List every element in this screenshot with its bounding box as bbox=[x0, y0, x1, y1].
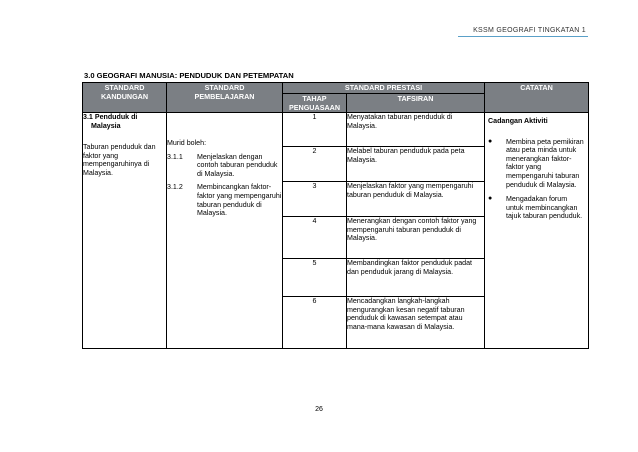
pembelajaran-item-number: 3.1.1 bbox=[167, 152, 183, 161]
header-tafsiran: TAFSIRAN bbox=[347, 94, 485, 113]
pembelajaran-item-number: 3.1.2 bbox=[167, 183, 183, 192]
tafsiran-level-5: Membandingkan faktor penduduk padat dan penduduk jarang di Malaysia. bbox=[347, 259, 485, 297]
tahap-level-6: 6 bbox=[283, 297, 347, 349]
tafsiran-level-2: Melabel taburan penduduk pada peta Malaysia. bbox=[347, 147, 485, 182]
bullet-icon: ● bbox=[488, 195, 493, 203]
section-title: 3.0 GEOGRAFI MANUSIA: PENDUDUK DAN PETEMPATAN bbox=[84, 71, 294, 80]
kandungan-title bbox=[83, 113, 166, 130]
pembelajaran-item-text: Membincangkan faktor-faktor yang mempengaruhi taburan penduduk di Malaysia. bbox=[197, 183, 282, 218]
tahap-level-4: 4 bbox=[283, 217, 347, 259]
catatan-activity-list bbox=[485, 138, 588, 221]
tahap-level-5: 5 bbox=[283, 259, 347, 297]
header-standard-kandungan-line2: KANDUNGAN bbox=[100, 92, 149, 101]
pembelajaran-item-text: Menjelaskan dengan contoh taburan penduduk di Malaysia. bbox=[197, 152, 278, 178]
activity-text: Mengadakan forum untuk membincangkan tajuk taburan penduduk. bbox=[506, 195, 583, 221]
header-standard-pembelajaran-line2: PEMBELAJARAN bbox=[194, 92, 255, 101]
tahap-level-1: 1 bbox=[283, 113, 347, 147]
tafsiran-level-1: Menyatakan taburan penduduk di Malaysia. bbox=[347, 113, 485, 147]
header-standard-prestasi: STANDARD PRESTASI bbox=[283, 83, 485, 94]
tafsiran-level-6: Mencadangkan langkah-langkah mengurangkan kesan negatif taburan penduduk di kawasan setempat atau mana-mana kawasan di Malaysia. bbox=[347, 297, 485, 349]
standard-kandungan-cell bbox=[83, 113, 167, 349]
activity-text: Membina peta pemikiran atau peta minda untuk menerangkan faktor-faktor yang mempengaruhi taburan penduduk di Malaysia. bbox=[506, 137, 584, 189]
catatan-title: Cadangan Aktiviti bbox=[488, 117, 548, 125]
header-standard-kandungan bbox=[83, 83, 167, 113]
bullet-icon: ● bbox=[488, 137, 493, 145]
header-catatan: CATATAN bbox=[485, 83, 589, 113]
header-tahap-line1: TAHAP bbox=[302, 94, 327, 103]
tafsiran-level-3: Menjelaskan faktor yang mempengaruhi taburan penduduk di Malaysia. bbox=[347, 182, 485, 217]
header-standard-pembelajaran bbox=[167, 83, 283, 113]
header-standard-pembelajaran-line1: STANDARD bbox=[204, 83, 245, 92]
header-tahap-line2: PENGUASAAN bbox=[288, 103, 341, 112]
header-standard-kandungan-line1: STANDARD bbox=[104, 83, 145, 92]
standard-pembelajaran-cell bbox=[167, 113, 283, 349]
header-tahap-penguasaan bbox=[283, 94, 347, 113]
kandungan-title-line2: Malaysia bbox=[91, 121, 121, 130]
page-number: 26 bbox=[315, 406, 323, 413]
tahap-level-2: 2 bbox=[283, 147, 347, 182]
pembelajaran-item bbox=[167, 183, 282, 217]
curriculum-table bbox=[82, 82, 589, 349]
pembelajaran-intro: Murid boleh: bbox=[167, 139, 207, 147]
activity-item bbox=[488, 138, 585, 190]
document-header-title: KSSM GEOGRAFI TINGKATAN 1 bbox=[473, 27, 586, 34]
pembelajaran-item bbox=[167, 153, 282, 179]
tahap-level-3: 3 bbox=[283, 182, 347, 217]
kandungan-title-line1: 3.1 Penduduk di bbox=[83, 113, 138, 121]
activity-item bbox=[488, 195, 585, 221]
catatan-cell bbox=[485, 113, 589, 349]
kandungan-description: Taburan penduduk dan faktor yang mempengaruhinya di Malaysia. bbox=[83, 143, 156, 177]
header-divider bbox=[458, 36, 588, 37]
tafsiran-level-4: Menerangkan dengan contoh faktor yang mempengaruhi taburan penduduk di Malaysia. bbox=[347, 217, 485, 259]
